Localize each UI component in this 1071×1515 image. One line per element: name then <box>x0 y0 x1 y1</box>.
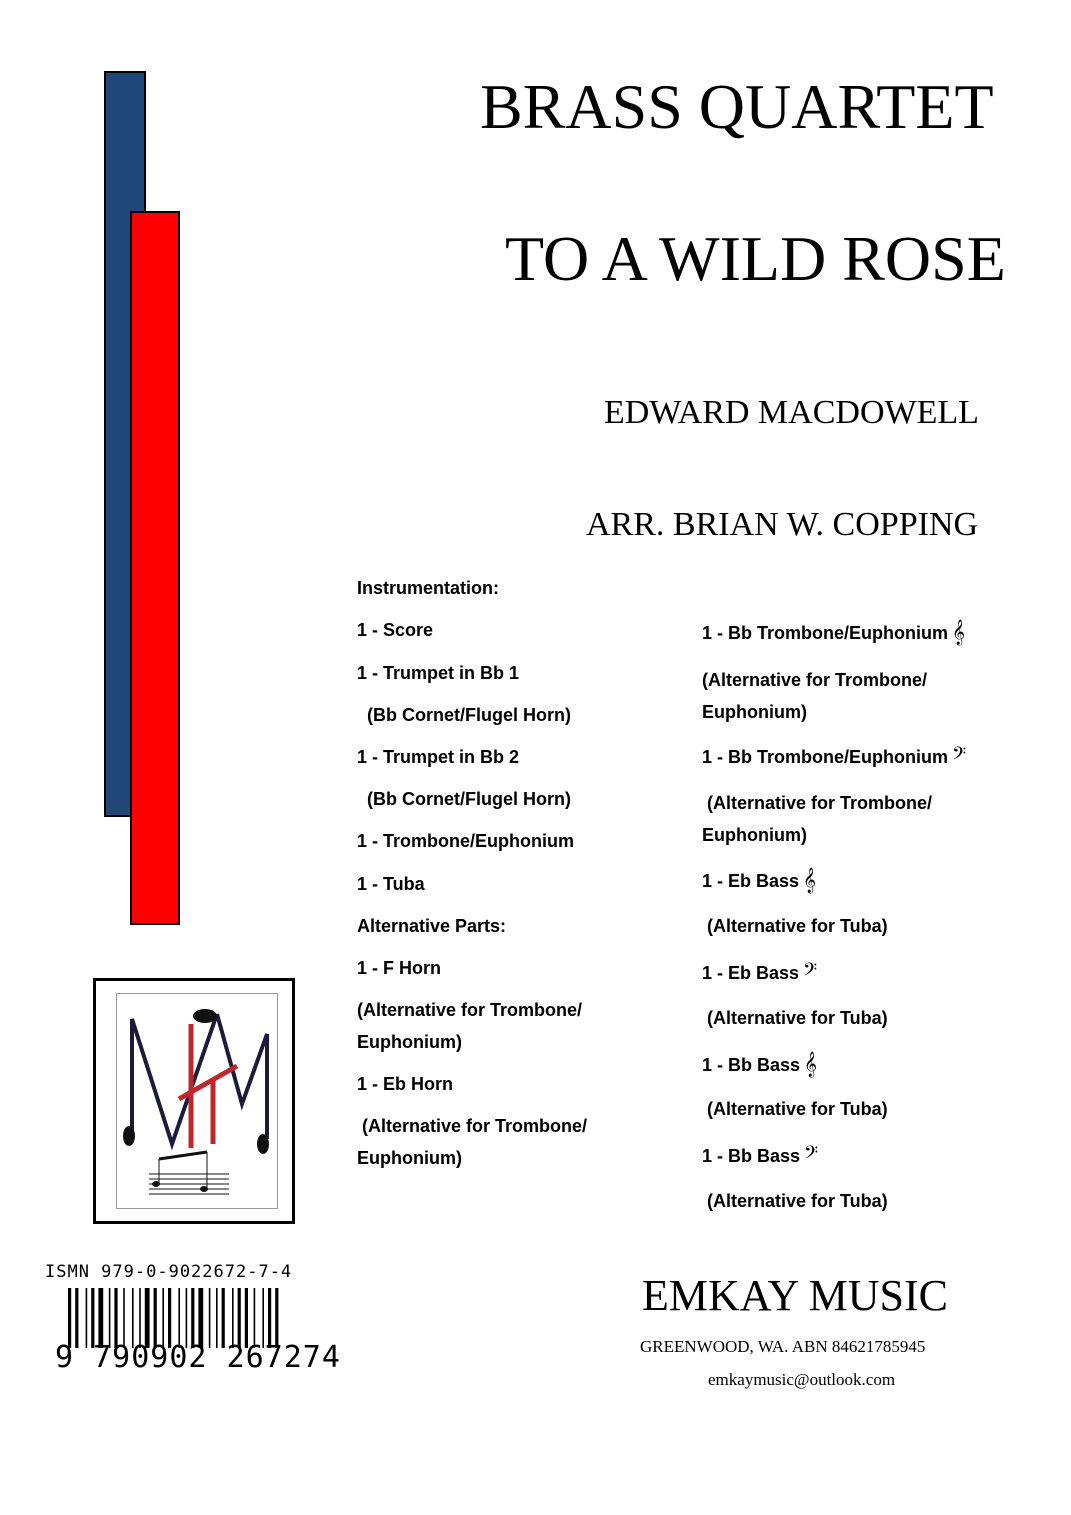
red-decorative-bar <box>130 211 180 925</box>
list-item: (Alternative for Tuba) <box>702 1099 888 1119</box>
list-item: (Alternative for Tuba) <box>702 916 888 936</box>
list-item: (Bb Cornet/Flugel Horn) <box>357 789 571 809</box>
list-item: 1 - Bb Trombone/Euphonium <box>702 623 948 643</box>
list-item: (Alternative for Trombone/ <box>702 793 933 813</box>
list-item: (Alternative for Trombone/ <box>357 1116 588 1136</box>
treble-clef-icon: 𝄞 <box>803 868 817 893</box>
subtitle: TO A WILD ROSE <box>505 223 1006 294</box>
list-item: Euphonium) <box>702 825 807 845</box>
list-item: 1 - Trumpet in Bb 2 <box>357 747 520 767</box>
bass-clef-icon: 𝄢 <box>804 1143 819 1168</box>
treble-clef-icon: 𝄞 <box>804 1052 818 1077</box>
title: BRASS QUARTET <box>480 71 994 142</box>
arranger: ARR. BRIAN W. COPPING <box>586 506 979 543</box>
publisher-name: EMKAY MUSIC <box>642 1271 949 1320</box>
treble-clef-icon: 𝄞 <box>952 620 966 645</box>
bass-clef-icon: 𝄢 <box>952 744 967 769</box>
list-item: Euphonium) <box>702 702 807 722</box>
list-item: 1 - Bb Bass <box>702 1146 801 1166</box>
logo-frame <box>116 993 278 1209</box>
list-item: 1 - Eb Bass <box>702 963 800 983</box>
list-item: (Alternative for Trombone/ <box>357 1000 583 1020</box>
list-item: 1 - Trombone/Euphonium <box>357 831 574 851</box>
list-item: (Bb Cornet/Flugel Horn) <box>357 705 571 725</box>
publisher-email: emkaymusic@outlook.com <box>708 1370 896 1389</box>
list-item: Euphonium) <box>357 1032 462 1052</box>
composer: EDWARD MACDOWELL <box>604 394 979 431</box>
list-item: 1 - Eb Bass <box>702 871 800 891</box>
bass-clef-icon: 𝄢 <box>803 960 818 985</box>
list-item: (Alternative for Tuba) <box>702 1191 888 1211</box>
list-item: 1 - Trumpet in Bb 1 <box>357 663 520 683</box>
ismn-digits: 9 790902 267274 <box>55 1340 341 1375</box>
publisher-logo <box>93 978 295 1224</box>
list-item: (Alternative for Trombone/ <box>702 670 928 690</box>
ismn-label: ISMN 979-0-9022672-7-4 <box>45 1262 293 1282</box>
mk-music-logo-icon <box>117 994 277 1208</box>
alternative-parts-heading: Alternative Parts: <box>357 916 507 936</box>
publisher-address: GREENWOOD, WA. ABN 84621785945 <box>640 1337 926 1356</box>
list-item: 1 - Eb Horn <box>357 1074 454 1094</box>
list-item: 1 - Bb Bass <box>702 1055 801 1075</box>
list-item: 1 - Tuba <box>357 874 425 894</box>
instrumentation-heading: Instrumentation: <box>357 578 499 598</box>
list-item: Euphonium) <box>357 1148 462 1168</box>
list-item: 1 - Bb Trombone/Euphonium <box>702 747 948 767</box>
list-item: (Alternative for Tuba) <box>702 1008 888 1028</box>
list-item: 1 - F Horn <box>357 958 441 978</box>
list-item: 1 - Score <box>357 620 434 640</box>
